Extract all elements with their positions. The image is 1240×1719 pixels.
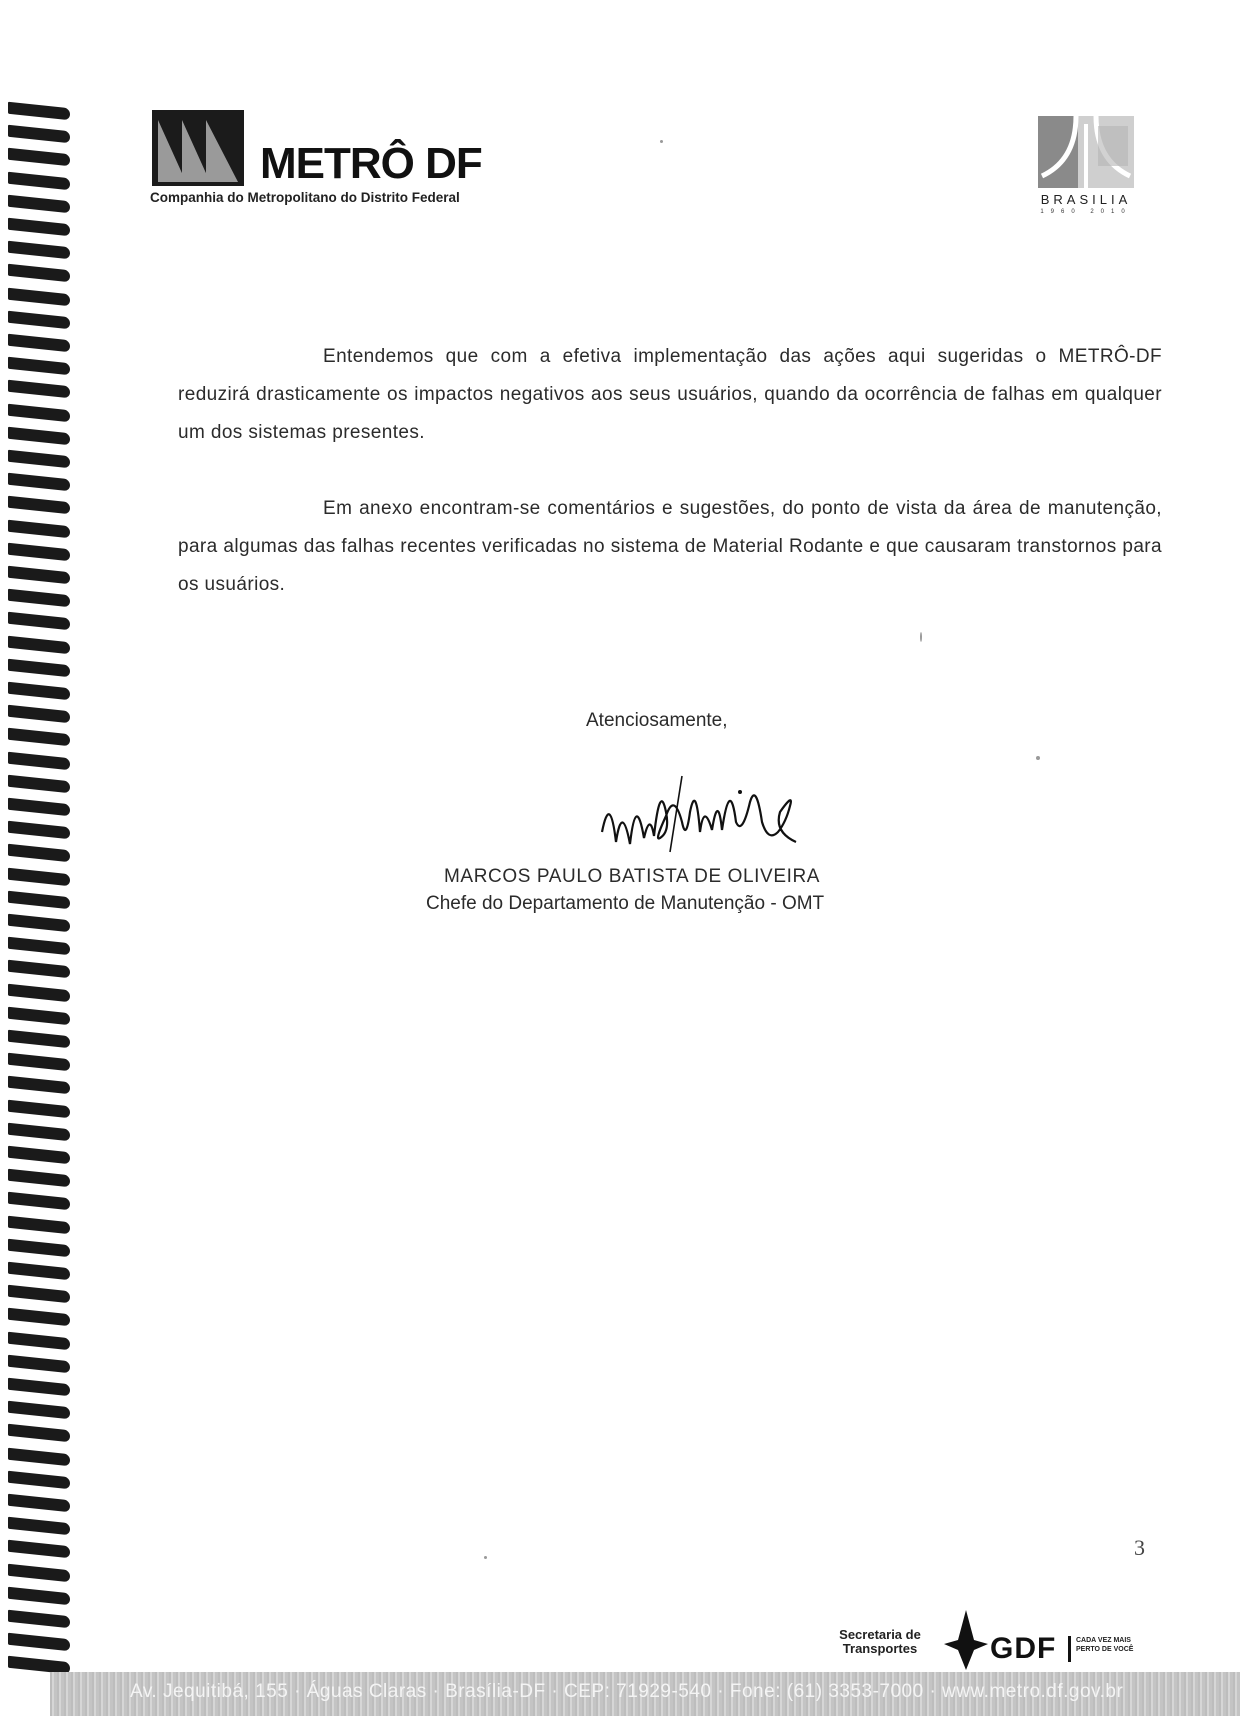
binding-hole bbox=[8, 1262, 70, 1281]
binding-hole bbox=[8, 1610, 70, 1629]
binding-hole bbox=[8, 1123, 70, 1142]
binding-hole bbox=[8, 1030, 70, 1049]
brasilia-years: 1960 2010 bbox=[1040, 209, 1132, 215]
brasilia-label: BRASILIA bbox=[1040, 192, 1132, 207]
signer-name: MARCOS PAULO BATISTA DE OLIVEIRA bbox=[444, 866, 821, 887]
binding-hole bbox=[8, 450, 70, 469]
binding-hole bbox=[8, 612, 70, 631]
gdf-logo: GDF bbox=[990, 1632, 1057, 1665]
binding-hole bbox=[8, 427, 70, 446]
gdf-slogan: CADA VEZ MAIS PERTO DE VOCÊ bbox=[1076, 1637, 1134, 1653]
signer-role: Chefe do Departamento de Manutenção - OMT bbox=[426, 893, 825, 914]
binding-hole bbox=[8, 1076, 70, 1095]
binding-hole bbox=[8, 1169, 70, 1188]
binding-hole bbox=[8, 1285, 70, 1304]
binding-hole bbox=[8, 728, 70, 747]
gdf-star-icon bbox=[944, 1610, 988, 1670]
scan-speck bbox=[920, 632, 922, 642]
binding-hole bbox=[8, 1563, 70, 1582]
binding-hole bbox=[8, 1424, 70, 1443]
binding-hole bbox=[8, 1471, 70, 1490]
binding-hole bbox=[8, 798, 70, 817]
binding-hole bbox=[8, 1308, 70, 1327]
brasilia-emblem-icon bbox=[1038, 116, 1134, 188]
binding-hole bbox=[8, 844, 70, 863]
binding-hole bbox=[8, 496, 70, 515]
metro-df-logo bbox=[150, 108, 500, 208]
metro-wordmark: METRÔ DF bbox=[260, 139, 482, 188]
paragraph-2 bbox=[178, 490, 1162, 604]
binding-hole bbox=[8, 380, 70, 399]
binding-hole bbox=[8, 287, 70, 306]
binding-hole bbox=[8, 125, 70, 144]
binding-hole bbox=[8, 914, 70, 933]
binding-hole bbox=[8, 264, 70, 283]
binding-hole bbox=[8, 1239, 70, 1258]
page-number: 3 bbox=[1134, 1535, 1145, 1560]
binding-hole bbox=[8, 705, 70, 724]
metro-logo-mark-icon bbox=[152, 110, 244, 186]
binding-hole bbox=[8, 1633, 70, 1652]
binding-hole bbox=[8, 751, 70, 770]
binding-hole bbox=[8, 1494, 70, 1513]
secretaria-line-2: Transportes bbox=[842, 1641, 918, 1656]
binding-hole bbox=[8, 1053, 70, 1072]
binding-hole bbox=[8, 171, 70, 190]
paragraph-2-text: Em anexo encontram-se comentários e sugestões, do ponto de vista da área de manutenção, para algumas das falhas recentes verificadas no sistema de Material Rodante e que causaram transtornos para os usuários. bbox=[178, 498, 1162, 595]
binding-hole bbox=[8, 1540, 70, 1559]
binding-hole bbox=[8, 821, 70, 840]
secretaria-transportes bbox=[830, 1628, 930, 1656]
scan-speck bbox=[484, 1556, 487, 1559]
scan-speck bbox=[660, 140, 663, 143]
binding-hole bbox=[8, 334, 70, 353]
binding-hole bbox=[8, 218, 70, 237]
binding-hole bbox=[8, 102, 70, 121]
binding-hole bbox=[8, 1587, 70, 1606]
gdf-divider bbox=[1068, 1636, 1071, 1662]
binding-hole bbox=[8, 960, 70, 979]
binding-hole bbox=[8, 1192, 70, 1211]
binding-hole bbox=[8, 543, 70, 562]
binding-hole bbox=[8, 659, 70, 678]
scan-speck bbox=[1036, 756, 1040, 760]
paragraph-1-text: Entendemos que com a efetiva implementação das ações aqui sugeridas o METRÔ-DF reduzirá drasticamente os impactos negativos aos seus usuários, quando da ocorrência de falhas em qualquer um dos sistemas presentes. bbox=[178, 346, 1162, 443]
binding-hole bbox=[8, 357, 70, 376]
paragraph-1 bbox=[178, 338, 1162, 452]
binding-hole bbox=[8, 775, 70, 794]
binding-hole bbox=[8, 241, 70, 260]
binding-hole bbox=[8, 1146, 70, 1165]
binding-hole bbox=[8, 635, 70, 654]
binding-hole bbox=[8, 983, 70, 1002]
binding-hole bbox=[8, 1099, 70, 1118]
footer-address: Av. Jequitibá, 155 · Águas Claras · Brasília-DF · CEP: 71929-540 · Fone: (61) 3353-7000 · www.metro.df.gov.br bbox=[130, 1681, 1124, 1702]
binding-hole bbox=[8, 311, 70, 330]
binding-hole bbox=[8, 148, 70, 167]
binding-hole bbox=[8, 937, 70, 956]
brasilia-50-logo bbox=[1038, 116, 1138, 216]
binding-hole bbox=[8, 1401, 70, 1420]
binding-hole bbox=[8, 519, 70, 538]
spiral-binding bbox=[0, 105, 80, 1695]
binding-hole bbox=[8, 1517, 70, 1536]
handwritten-signature bbox=[600, 772, 820, 872]
secretaria-line-1: Secretaria de bbox=[839, 1627, 921, 1642]
binding-hole bbox=[8, 473, 70, 492]
binding-hole bbox=[8, 1447, 70, 1466]
closing-salutation: Atenciosamente, bbox=[586, 710, 728, 731]
binding-hole bbox=[8, 195, 70, 214]
company-subtitle: Companhia do Metropolitano do Distrito Federal bbox=[150, 190, 460, 205]
binding-hole bbox=[8, 1378, 70, 1397]
binding-hole bbox=[8, 891, 70, 910]
binding-hole bbox=[8, 1331, 70, 1350]
binding-hole bbox=[8, 867, 70, 886]
binding-hole bbox=[8, 1007, 70, 1026]
binding-hole bbox=[8, 1215, 70, 1234]
binding-hole bbox=[8, 403, 70, 422]
binding-hole bbox=[8, 589, 70, 608]
binding-hole bbox=[8, 566, 70, 585]
binding-hole bbox=[8, 682, 70, 701]
binding-hole bbox=[8, 1355, 70, 1374]
